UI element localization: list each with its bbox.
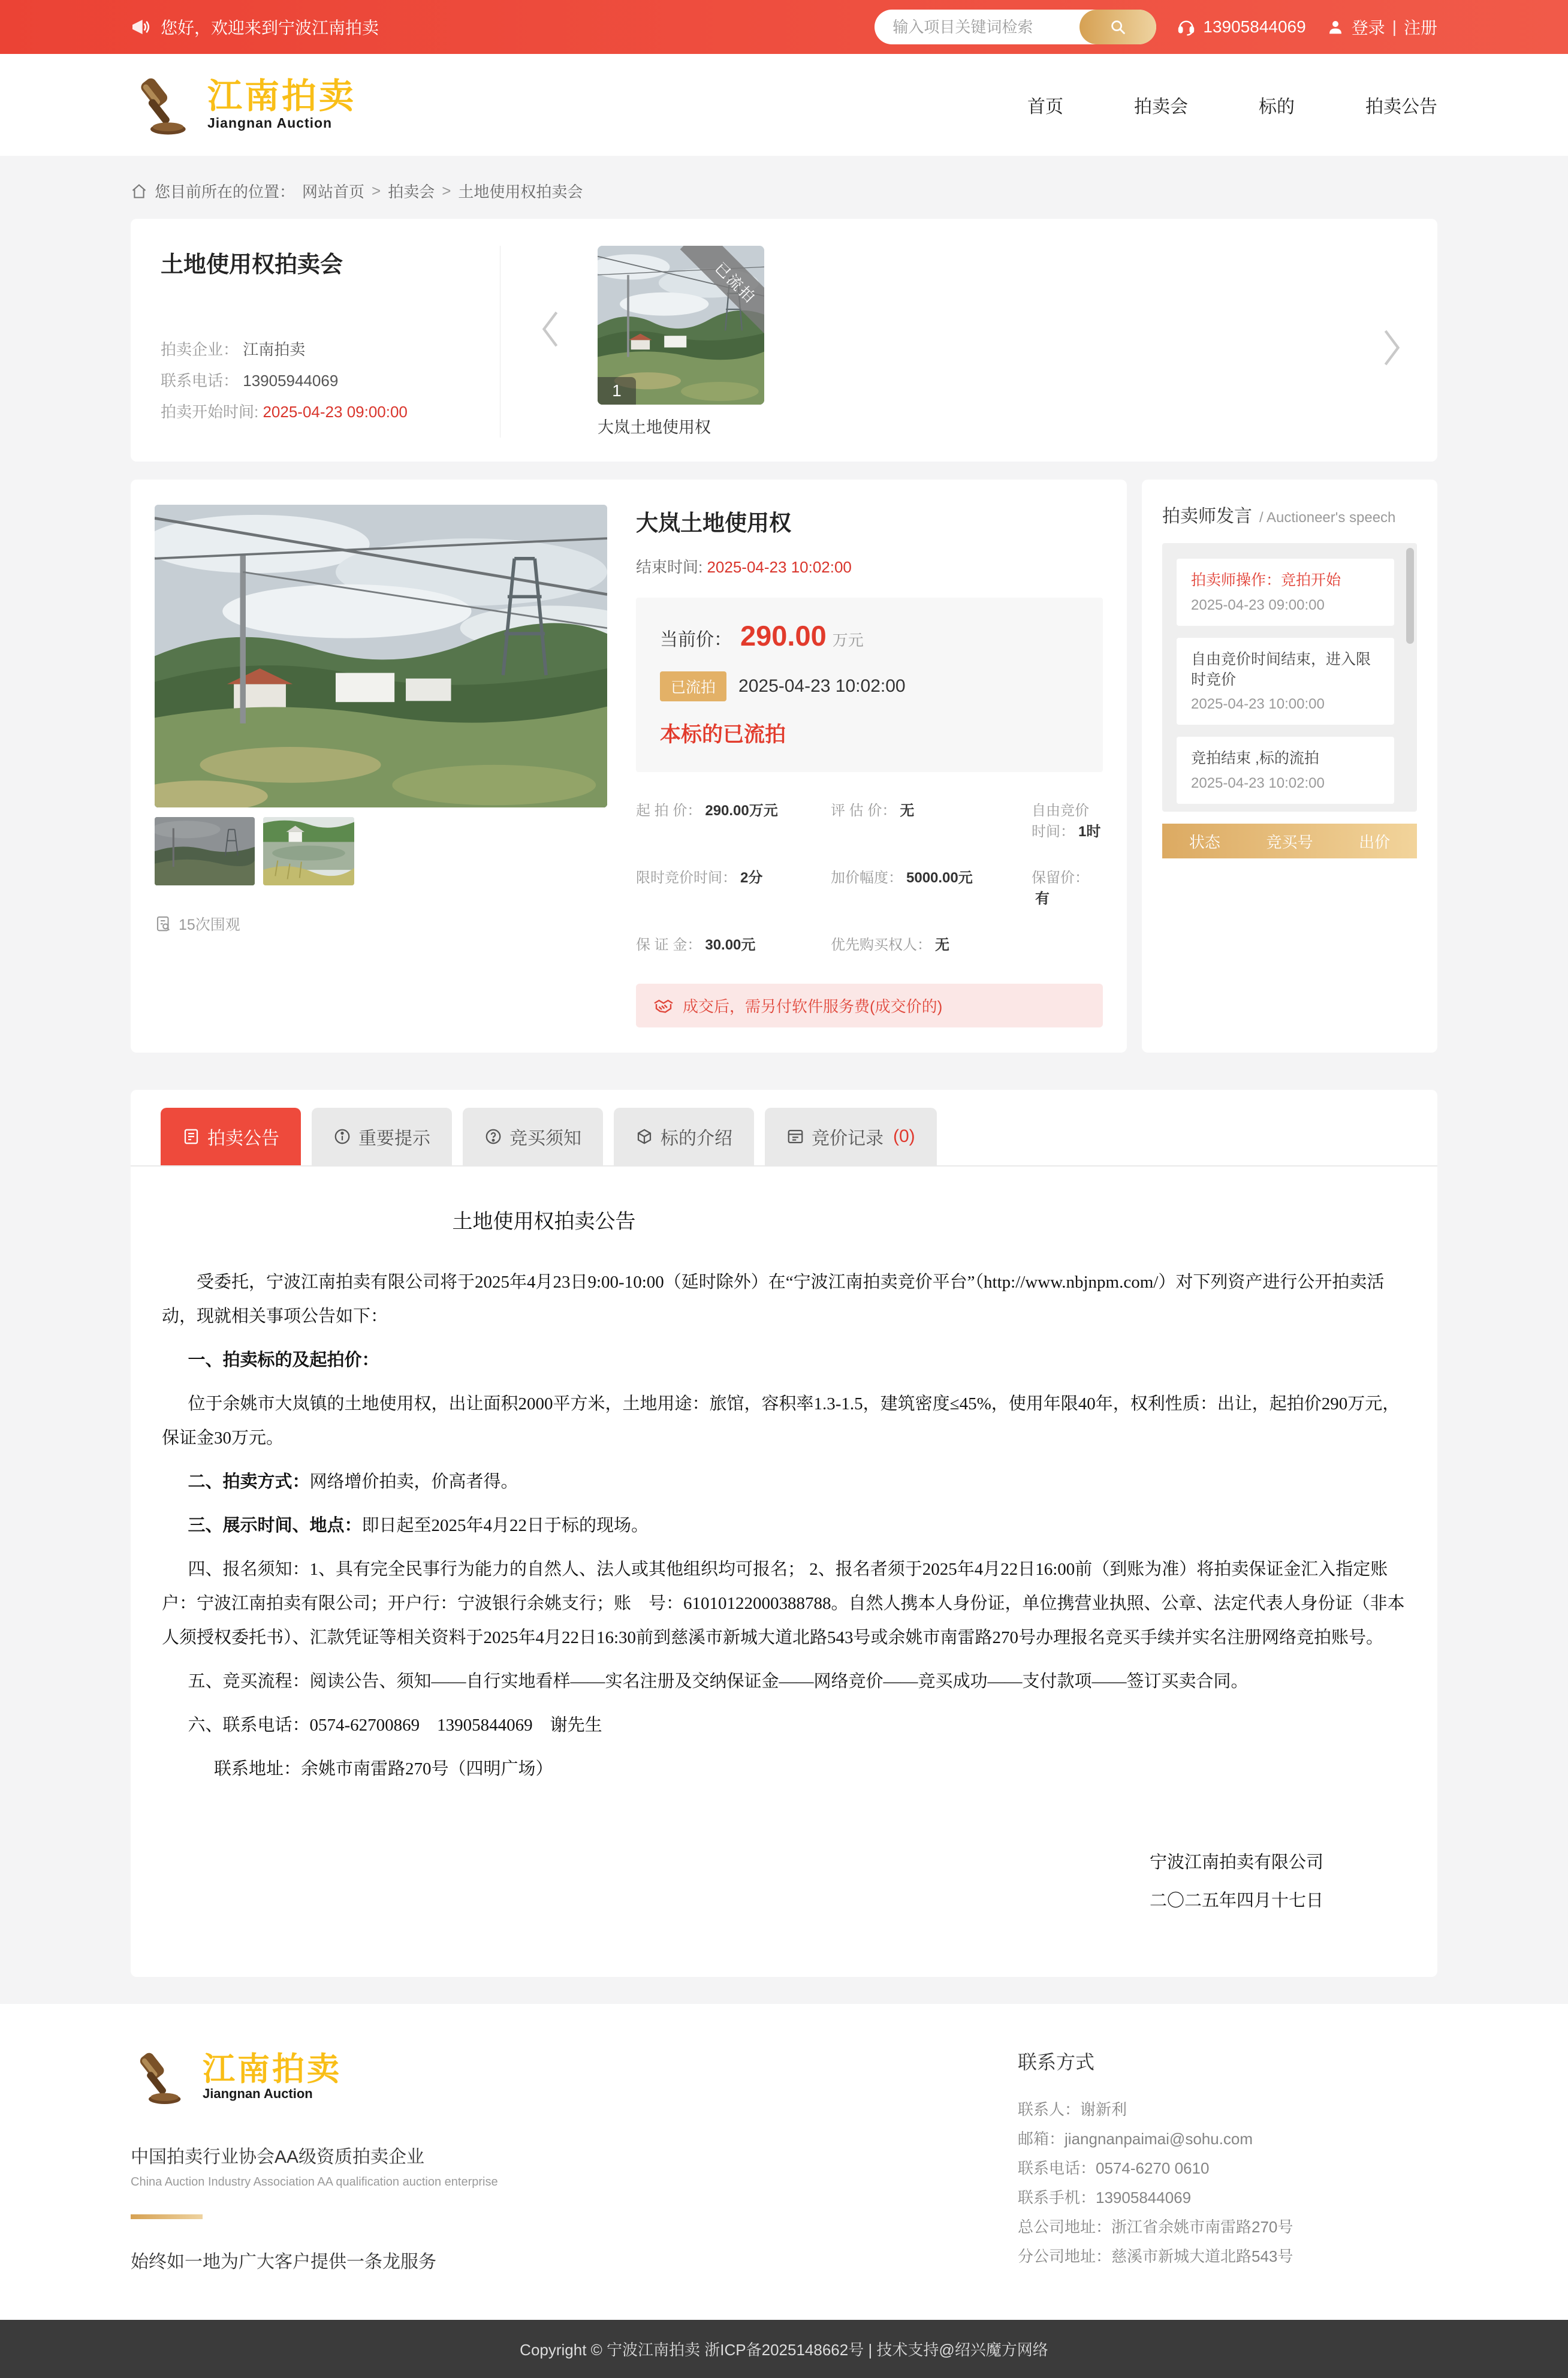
announcement-item7: 联系地址：余姚市南雷路270号（四明广场） [214,1759,553,1779]
welcome-text: 您好，欢迎来到宁波江南拍卖 [161,19,379,37]
contact-email-row: 邮箱：jiangnanpaimai@sohu.com [1018,2130,1253,2148]
phone-label: 联系电话： [161,372,239,390]
thumbnail-2[interactable] [263,817,354,885]
thumbnail-active-overlay [155,817,255,885]
tab-bidding-instructions[interactable]: 竞买须知 [463,1108,603,1165]
gavel-icon [131,2047,191,2107]
announcement-item3: 三、展示时间、地点：即日起至2025年4月22日于标的现场。 [188,1516,649,1535]
status-badge: 已流拍 [660,671,726,701]
register-link[interactable]: 注册 [1403,19,1437,37]
lot-detail-card [131,480,1127,1053]
login-link[interactable]: 登录 [1351,19,1385,37]
brand-subtitle: Jiangnan Auction [207,114,333,131]
end-time-label: 结束时间: [636,558,703,576]
contact-person-row: 联系人：谢新利 [1018,2100,1127,2118]
announcement-item4: 四、报名须知：1、具有完全民事行为能力的自然人、法人或其他组织均可报名； 2、报名者须于2025年4月22日16:00前（到账为准）将拍卖保证金汇入指定账户：宁波江南拍卖有限公司；开户行：宁波银行余姚支行；账 号：61010122000388788。自然人携本人身份证，单位携营业执照、公章、法定代表人身份证（非本人须授权委托书）、汇款凭证等相关资料于2025年4月22日16:30前到慈溪市新城大道北路543号或余姚市南雷路270号办理报名竞买手续并实名注册网络竞拍账号。 [162,1560,1405,1647]
breadcrumb-current: 土地使用权拍卖会 [458,183,583,201]
slide-caption: 大岚土地使用权 [598,418,711,436]
tab-lot-introduction[interactable]: 标的介绍 [614,1108,754,1165]
carousel-prev-button[interactable] [538,308,563,352]
auctioneer-panel [1142,480,1437,1053]
search-button[interactable] [1079,10,1156,44]
start-time-label: 拍卖开始时间: [161,403,259,421]
info-icon [333,1128,351,1146]
footer-slogan-cn: 中国拍卖行业协会AA级资质拍卖企业 [131,2147,425,2167]
bid-record-count: (0) [893,1126,915,1146]
site-header [0,54,1568,156]
nav-announcements[interactable]: 拍卖公告 [1365,97,1437,117]
price-box [636,598,1103,772]
site-logo[interactable] [131,72,356,138]
nav-home[interactable]: 首页 [1027,97,1063,117]
announcement-item5: 五、竞买流程：阅读公告、须知——自行实地看样——实名注册及交纳保证金——网络竞价——竞买成功——支付款项——签订买卖合同。 [188,1672,1249,1691]
company-label: 拍卖企业： [161,340,239,358]
detail-priority-buyer: 优先购买权人： 无 [831,937,949,953]
speech-message: 自由竞价时间结束，进入限时竞价 2025-04-23 10:00:00 [1177,638,1394,725]
auctioneer-title: 拍卖师发言 [1162,507,1252,526]
auction-title: 土地使用权拍卖会 [161,252,343,278]
breadcrumb-auctions[interactable]: 拍卖会 [388,183,435,201]
handshake-icon [653,995,674,1017]
branch-address-row: 分公司地址：慈溪市新城大道北路543号 [1018,2247,1293,2265]
lot-thumbnails [155,817,607,885]
end-time-row [636,555,1103,577]
slide-index-badge: 1 [598,377,636,405]
col-bid: 出价 [1359,833,1391,851]
announcement-item1-title: 一、拍卖标的及起拍价： [188,1351,379,1370]
login-register-divider: | [1392,17,1397,36]
auction-start-row [161,396,496,427]
current-price-label: 当前价： [660,630,732,650]
brand-name: 江南拍卖 [207,77,357,116]
price-unit: 万元 [832,631,864,649]
detail-start-price: 起 拍 价： 290.00万元 [636,803,778,819]
announcement-item2: 二、拍卖方式：网络增价拍卖，价高者得。 [188,1472,518,1491]
copyright-text: Copyright © 宁波江南拍卖 浙ICP备2025148662号 | 技术支持@绍兴魔方网络 [520,2341,1048,2359]
carousel-slide[interactable] [598,246,764,438]
top-bar [0,0,1568,54]
speech-list [1162,543,1417,812]
breadcrumb-separator: > [442,182,451,200]
announcement-item1-body: 位于余姚市大岚镇的土地使用权，出让面积2000平方米，土地用途：旅馆，容积率1.3-1.5，建筑密度≤45%，使用年限40年，权利性质：出让，起拍价290万元，保证金30万元。 [162,1394,1400,1448]
auction-overview-card [131,219,1437,462]
announcement-intro: 受委托，宁波江南拍卖有限公司将于2025年4月23日9:00-10:00（延时除外）在“宁波江南拍卖竞价平台”（http://www.nbjnpm.com/）对下列资产进行公开拍卖活动，现就相关事项公告如下： [162,1273,1385,1326]
gavel-icon [131,72,197,138]
contact-mobile-row: 联系手机：13905844069 [1018,2189,1192,2207]
tab-bid-records[interactable]: 竞价记录 (0) [765,1108,937,1165]
breadcrumb [131,180,1437,202]
copyright-bar [0,2320,1568,2378]
signature-company: 宁波江南拍卖有限公司 [1149,1853,1323,1872]
tabs-row [131,1090,1437,1167]
nav-lots[interactable]: 标的 [1259,97,1295,117]
speech-message: 拍卖师操作：竞拍开始 2025-04-23 09:00:00 [1177,559,1394,626]
lot-failed-text: 本标的已流拍 [660,723,786,746]
watch-icon [155,915,173,933]
lot-main-photo [155,505,607,807]
speech-scrollbar[interactable] [1406,548,1414,644]
lot-title: 大岚土地使用权 [636,511,791,535]
col-status: 状态 [1189,833,1220,851]
service-phone: 13905844069 [1203,17,1306,36]
bid-table-header [1162,824,1417,858]
breadcrumb-prefix: 您目前所在的位置： [155,183,295,201]
announcement-title: 土地使用权拍卖公告 [452,1211,636,1233]
detail-deposit: 保 证 金： 30.00元 [636,937,756,953]
current-price-value: 290.00 [740,620,827,652]
footer-tagline: 始终如一地为广大客户提供一条龙服务 [131,2252,436,2272]
auction-phone-row [161,365,496,396]
carousel-next-button[interactable] [1379,326,1404,371]
headset-icon [1177,17,1196,37]
announcement-document [131,1205,1437,1920]
search-box [875,10,1156,44]
lot-carousel [500,246,1407,438]
cube-icon [635,1128,653,1146]
announcement-icon [182,1128,200,1146]
nav-auctions[interactable]: 拍卖会 [1134,97,1188,117]
breadcrumb-separator: > [372,182,381,200]
tab-announcement[interactable]: 拍卖公告 [161,1108,301,1165]
auction-company-row [161,334,496,365]
announcement-signature [162,1843,1406,1920]
footer-brand-name: 江南拍卖 [203,2051,342,2087]
signature-date: 二〇二五年四月十七日 [1149,1891,1323,1910]
contact-phone-row: 联系电话：0574-6270 0610 [1018,2159,1210,2177]
contact-title: 联系方式 [1018,2051,1095,2073]
head-office-address-row: 总公司地址：浙江省余姚市南雷路270号 [1018,2218,1293,2236]
question-icon [484,1128,502,1146]
thumbnail-1[interactable] [155,817,255,885]
home-icon [131,183,147,200]
start-time-value: 2025-04-23 09:00:00 [263,403,408,421]
end-time-value: 2025-04-23 10:02:00 [707,558,852,576]
site-footer [0,2004,1568,2320]
main-nav [1027,92,1437,118]
view-count [155,913,607,935]
status-time: 2025-04-23 10:02:00 [738,676,906,696]
lot-status-ribbon: 已流拍 [680,246,764,338]
detail-appraisal: 评 估 价： 无 [831,803,915,819]
lot-detail-grid [636,798,1103,954]
search-icon [1109,18,1127,36]
auctioneer-subtitle: / Auctioneer's speech [1259,510,1396,526]
records-icon [786,1128,804,1146]
megaphone-icon [131,17,151,37]
tab-important-notice[interactable]: 重要提示 [312,1108,452,1165]
announcement-item6: 六、联系电话：0574-62700869 13905844069 谢先生 [188,1716,602,1735]
view-count-text: 15次围观 [179,917,240,933]
col-bidder-number: 竞买号 [1266,833,1313,851]
detail-reserve: 保留价：有 [1032,870,1089,907]
detail-free-bid-time: 自由竞价时间： 1时 [1032,803,1101,840]
detail-limited-bid-time: 限时竞价时间： 2分 [636,870,763,886]
service-fee-notice [636,984,1103,1027]
footer-brand-subtitle: Jiangnan Auction [203,2086,313,2102]
service-fee-text: 成交后，需另付软件服务费(成交价的) [683,997,943,1015]
footer-logo [131,2047,850,2107]
company-value: 江南拍卖 [243,340,306,358]
phone-value: 13905944069 [243,372,339,390]
breadcrumb-home[interactable]: 网站首页 [302,183,365,201]
detail-increment: 加价幅度： 5000.00元 [831,870,973,886]
footer-gold-divider [131,2214,203,2219]
user-icon [1326,18,1344,36]
footer-slogan-en: China Auction Industry Association AA qualification auction enterprise [131,2175,498,2189]
detail-tabs-card [131,1090,1437,1977]
speech-message: 竞拍结束 ,标的流拍 2025-04-23 10:02:00 [1177,737,1394,804]
